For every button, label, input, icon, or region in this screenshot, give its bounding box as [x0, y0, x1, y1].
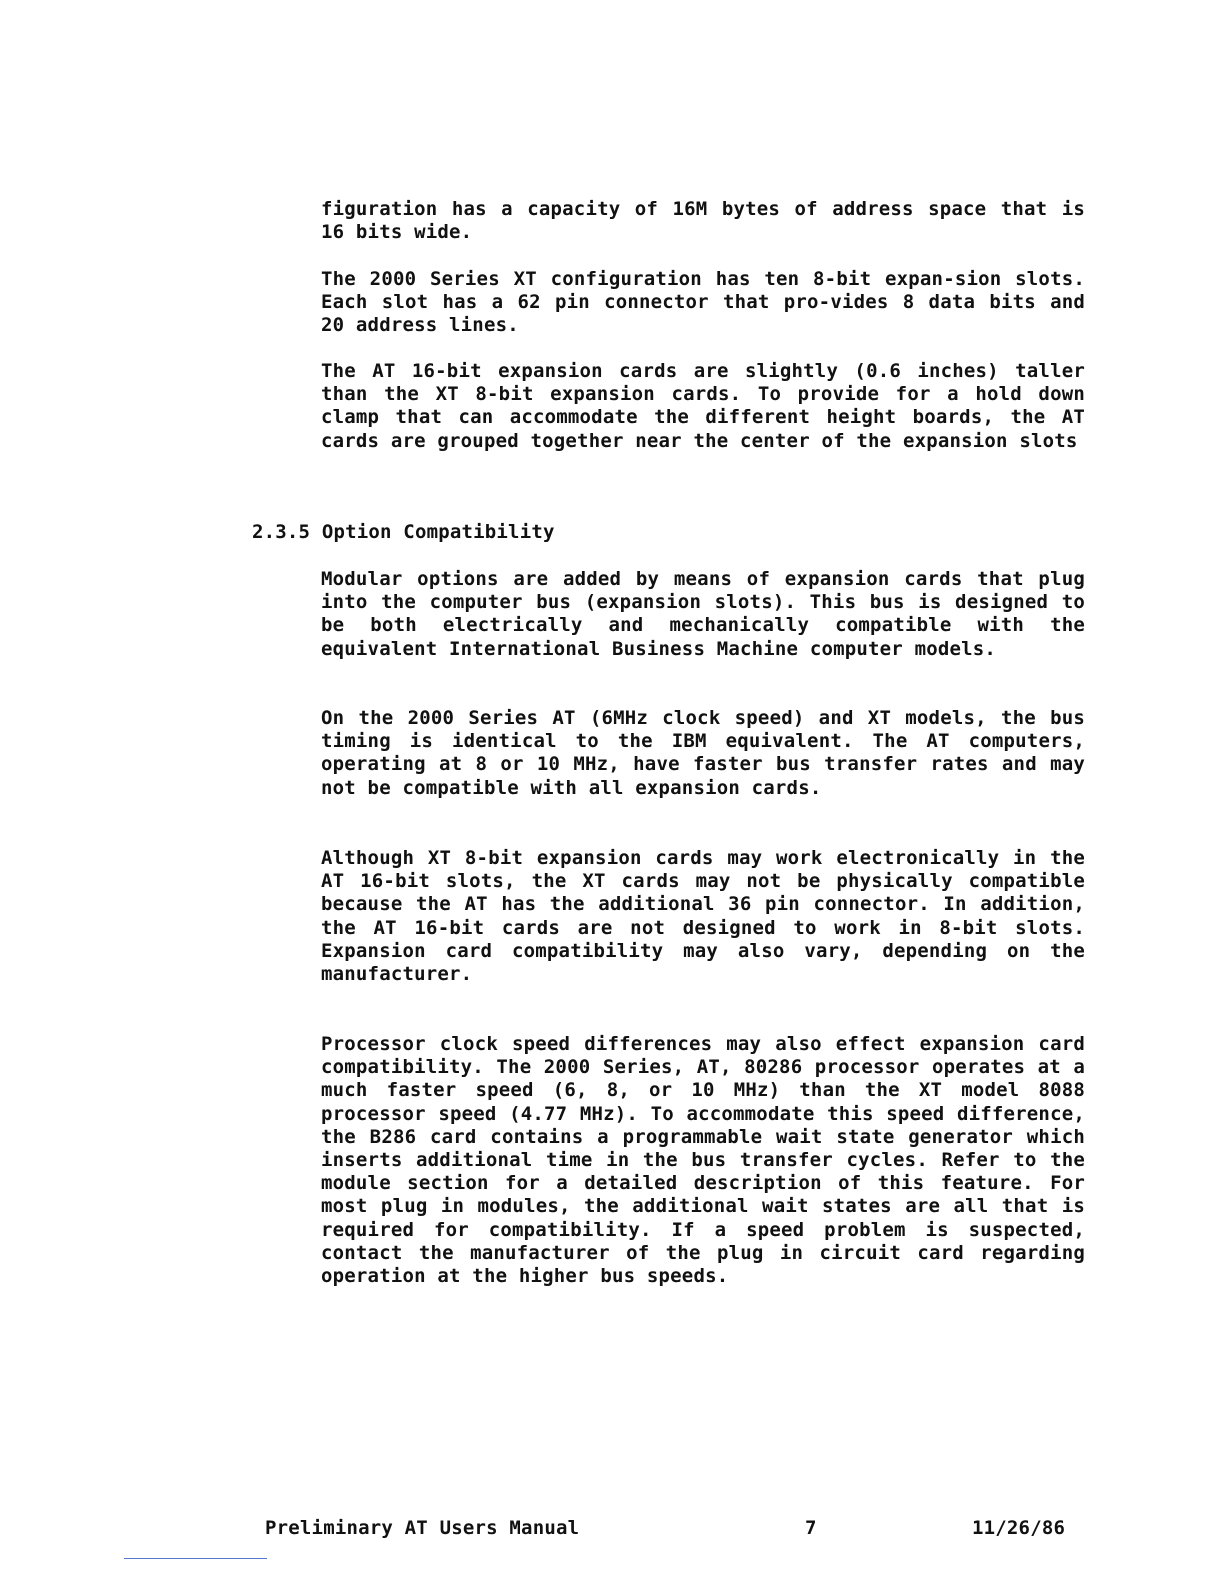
paragraph-text: The AT 16-bit expansion cards are slightly (0.6 inches) taller than the XT 8-bit expansion cards. To provide for a hold down clamp that can accommodate the different height boards, the AT cards are grouped together near the center of the expansion slots: [321, 360, 1085, 452]
paragraph-bus-timing: [321, 707, 1085, 800]
paragraph-text: The 2000 Series XT configuration has ten 8-bit expan-sion slots. Each slot has a 62 pin connector that pro-vides 8 data bits and 20 address lines.: [321, 268, 1085, 337]
paragraph-xt-expansion-slots: [321, 268, 1085, 338]
footer-page-number: 7: [805, 1517, 817, 1539]
paragraph-modular-options: [321, 568, 1085, 661]
paragraph-clock-speed: [321, 1033, 1085, 1288]
paragraph-text: On the 2000 Series AT (6MHz clock speed) and XT models, the bus timing is identical to the IBM equivalent. The AT computers, operating at 8 or 10 MHz, have faster bus transfer rates and may not be compatible with all expansion cards.: [321, 707, 1085, 799]
paragraph-text: Although XT 8-bit expansion cards may work electronically in the AT 16-bit slots, the XT cards may not be physically compatible because the AT has the additional 36 pin connector. In addition, the AT 16-bit cards are not designed to work in 8-bit slots. Expansion card compatibility may also vary, depending on the manufacturer.: [321, 847, 1085, 986]
paragraph-physical-compatibility: [321, 847, 1085, 986]
paragraph-address-space: [321, 198, 1085, 244]
paragraph-text: figuration has a capacity of 16M bytes of address space that is 16 bits wide.: [321, 198, 1085, 244]
paragraph-at-card-height: [321, 360, 1085, 453]
footer-manual-title: Preliminary AT Users Manual: [265, 1517, 580, 1539]
paragraph-text: Processor clock speed differences may also effect expansion card compatibility. The 2000 Series, AT, 80286 processor operates at a much faster speed (6, 8, or 10 MHz) than the XT model 8088 processor speed (4.77 MHz). To accommodate this speed difference, the B286 card contains a programmable wait state generator which inserts additional time in the bus transfer cycles. Refer to the module section for a detailed description of this feature. For most plug in modules, the additional wait states are all that is required for compatibility. If a speed problem is suspected, contact the manufacturer of the plug in circuit card regarding operation at the higher bus speeds.: [321, 1033, 1085, 1288]
section-heading: 2.3.5 Option Compatibility: [252, 521, 555, 543]
footer-date: 11/26/86: [972, 1517, 1066, 1539]
paragraph-text: Modular options are added by means of expansion cards that plug into the computer bus (expansion slots). This bus is designed to be both electrically and mechanically compatible with the equivalent International Business Machine computer models.: [321, 568, 1085, 660]
footer-divider: [124, 1558, 267, 1559]
